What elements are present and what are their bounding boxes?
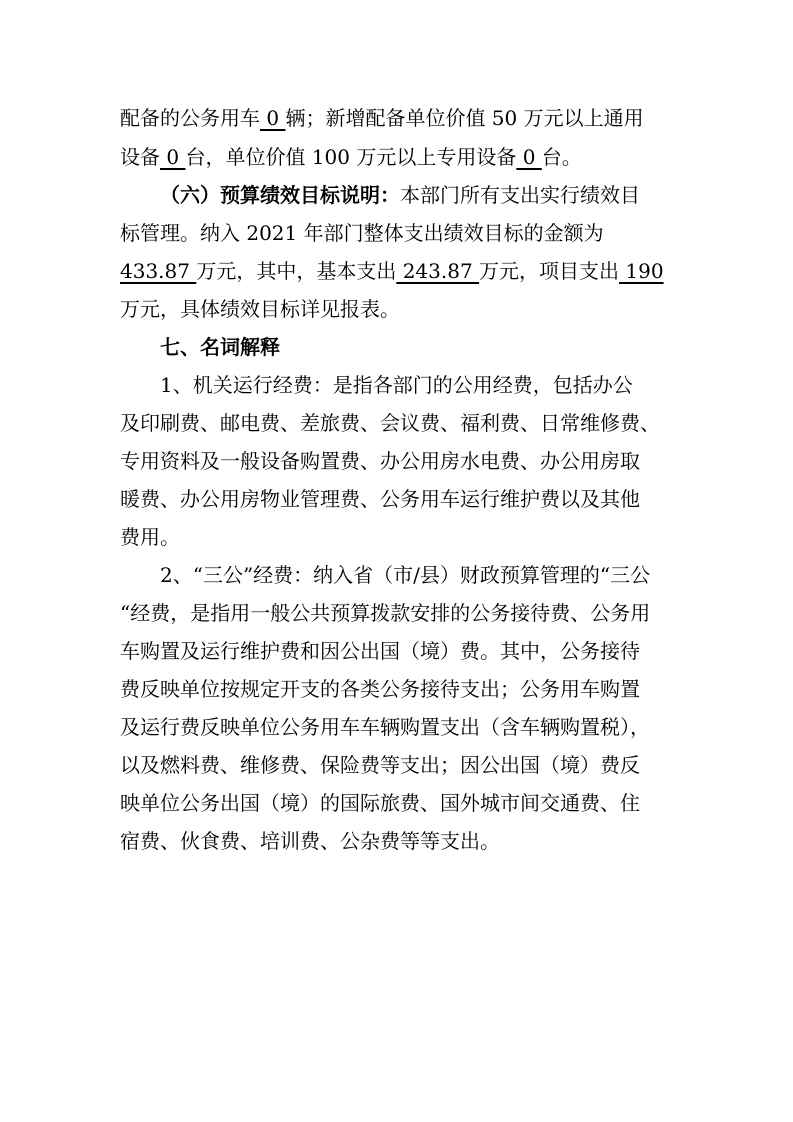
text: 台。 [541,145,582,169]
para-performance-line-2 [120,219,675,247]
text: 万元，具体绩效目标详见报表。 [120,297,400,321]
term2-line-4: 费反映单位按规定开支的各类公务接待支出；公务用车购置 [120,677,640,701]
term2-line-1: 2、“三公”经费：纳入省（市/县）财政预算管理的“三公 [160,563,651,587]
performance-label: （六）预算绩效目标说明： [160,183,400,207]
text: 台，单位价值 100 万元以上专用设备 [185,145,517,169]
special-equipment-count-blank: 0 [516,145,542,169]
term2-line-6: 以及燃料费、维修费、保险费等支出；因公出国（境）费反 [120,753,640,777]
term1-line-2: 及印刷费、邮电费、差旅费、会议费、福利费、日常维修费、 [120,411,660,435]
para-vehicles-line-1 [120,104,675,132]
text: 标管理。纳入 2021 年部门整体支出绩效目标的金额为 [120,221,604,245]
general-equipment-count-blank: 0 [160,145,186,169]
term1-line-3: 专用资料及一般设备购置费、办公用房水电费、办公用房取 [120,449,640,473]
section-7-heading: 七、名词解释 [160,335,280,359]
para-performance-line-1 [160,181,675,209]
project-expense-amount: 190 [619,259,664,283]
term2-line-5: 及运行费反映单位公务用车车辆购置支出（含车辆购置税）， [120,715,650,739]
term2-line-3: 车购置及运行维护费和因公出国（境）费。其中，公务接待 [120,639,640,663]
text: 设备 [120,145,160,169]
para-performance-line-4 [120,295,675,323]
term1-line-5: 费用。 [120,525,180,549]
text: 辆；新增配备单位价值 50 万元以上通用 [285,106,644,130]
text: 本部门所有支出实行绩效目 [400,183,640,207]
text: 万元，其中，基本支出 [196,259,397,283]
term2-line-8: 宿费、伙食费、培训费、公杂费等等支出。 [120,829,500,853]
term2-line-7: 映单位公务出国（境）的国际旅费、国外城市间交通费、住 [120,791,640,815]
text: 万元，项目支出 [479,259,620,283]
vehicle-count-blank: 0 [260,106,286,130]
text: 配备的公务用车 [120,106,260,130]
total-amount: 433.87 [120,259,197,283]
basic-expense-amount: 243.87 [396,259,480,283]
term1-line-4: 暖费、办公用房物业管理费、公务用车运行维护费以及其他 [120,487,640,511]
term2-line-2: “经费，是指用一般公共预算拨款安排的公务接待费、公务用 [120,601,651,625]
para-vehicles-line-2 [120,143,675,171]
term1-line-1: 1、机关运行经费：是指各部门的公用经费，包括办公 [160,373,633,397]
para-performance-line-3 [120,257,675,285]
